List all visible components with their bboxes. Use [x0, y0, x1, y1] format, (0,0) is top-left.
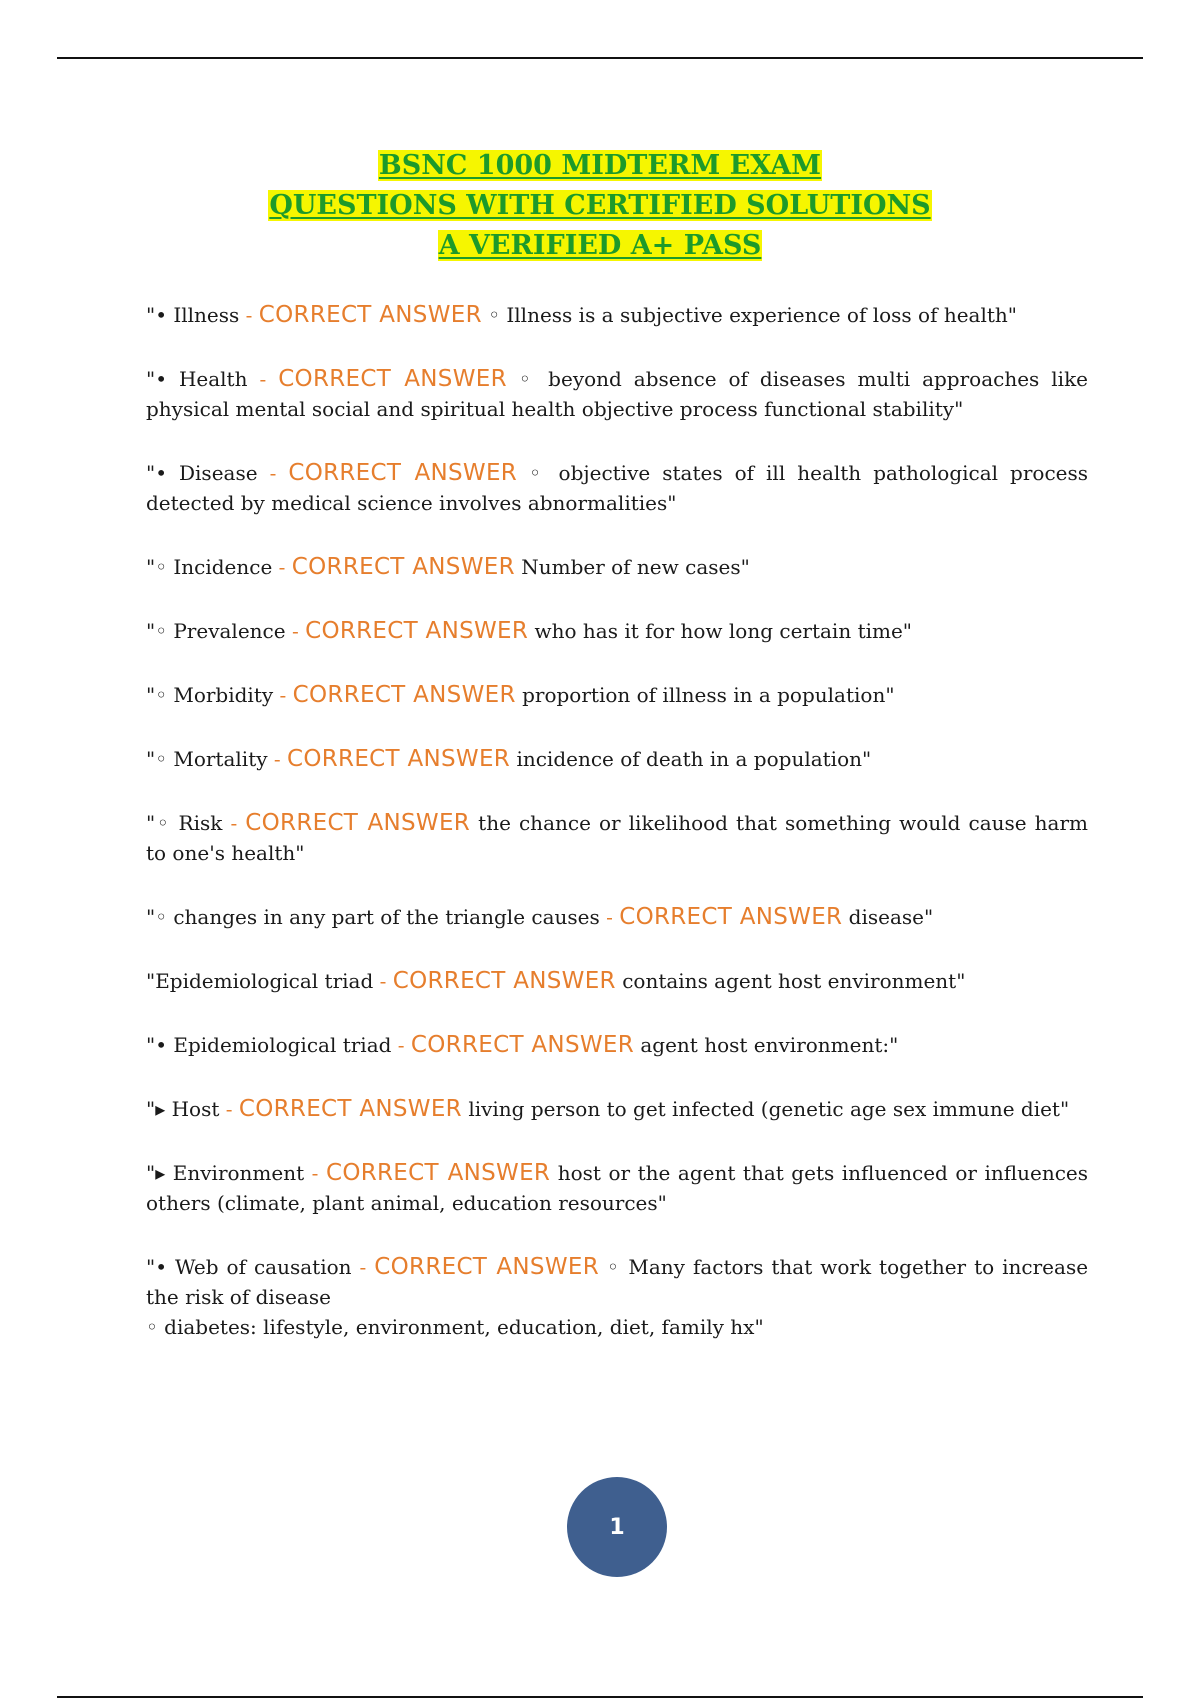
- title-line-2: QUESTIONS WITH CERTIFIED SOLUTIONS: [269, 190, 931, 221]
- qa-item-triangle-changes: [146, 902, 1088, 932]
- correct-answer-label: CORRECT ANSWER: [305, 618, 529, 644]
- answer-text: ◦ beyond absence of diseases multi approaches like physical mental social and spiritual health objective process functional stability": [146, 367, 1089, 421]
- answer-text-continued: ◦ diabetes: lifestyle, environment, education, diet, family hx": [146, 1315, 764, 1339]
- separator: -: [230, 811, 238, 835]
- separator: -: [259, 367, 267, 391]
- qa-item-incidence: [146, 552, 1088, 582]
- correct-answer-label: CORRECT ANSWER: [374, 1254, 599, 1280]
- answer-text: incidence of death in a population": [516, 747, 872, 771]
- answer-text: proportion of illness in a population": [522, 683, 895, 707]
- answer-text: who has it for how long certain time": [534, 619, 912, 643]
- separator: -: [245, 303, 253, 327]
- separator: -: [606, 905, 613, 929]
- qa-item-host: [146, 1094, 1088, 1124]
- correct-answer-label: CORRECT ANSWER: [619, 904, 843, 930]
- qa-item-mortality: [146, 744, 1088, 774]
- correct-answer-label: CORRECT ANSWER: [288, 460, 518, 486]
- question-term: "• Illness: [146, 303, 240, 327]
- page-number-badge: 1: [567, 1477, 667, 1577]
- footer-rule: [57, 1696, 1143, 1698]
- question-term: "• Health: [146, 367, 248, 391]
- qa-item-morbidity: [146, 680, 1088, 710]
- title-line-3: A VERIFIED A+ PASS: [438, 230, 762, 261]
- question-term: "▸ Environment: [146, 1161, 305, 1185]
- separator: -: [225, 1097, 233, 1121]
- question-term: "▸ Host: [146, 1097, 220, 1121]
- answer-text: ◦ objective states of ill health pathological process detected by medical science involves abnormalities": [146, 461, 1089, 515]
- question-term: "◦ Risk: [146, 811, 223, 835]
- question-term: "◦ Morbidity: [146, 683, 274, 707]
- correct-answer-label: CORRECT ANSWER: [258, 302, 482, 328]
- correct-answer-label: CORRECT ANSWER: [245, 810, 471, 836]
- document-title: [0, 146, 1200, 266]
- question-term: "◦ Prevalence: [146, 619, 286, 643]
- question-term: "• Epidemiological triad: [146, 1033, 392, 1057]
- question-term: "◦ changes in any part of the triangle causes: [146, 905, 600, 929]
- answer-text: ◦ Illness is a subjective experience of loss of health": [488, 303, 1017, 327]
- header-rule: [57, 57, 1143, 59]
- qa-item-environment: [146, 1158, 1088, 1218]
- answer-text: disease": [848, 905, 934, 929]
- qa-item-health: [146, 364, 1088, 424]
- separator: -: [269, 461, 277, 485]
- answer-text: the chance or likelihood that something would cause harm to one's health": [146, 811, 1089, 865]
- question-term: "• Disease: [146, 461, 258, 485]
- separator: -: [359, 1255, 367, 1279]
- answer-text: contains agent host environment": [622, 969, 966, 993]
- correct-answer-label: CORRECT ANSWER: [410, 1032, 634, 1058]
- correct-answer-label: CORRECT ANSWER: [392, 968, 616, 994]
- qa-item-disease: [146, 458, 1088, 518]
- correct-answer-label: CORRECT ANSWER: [278, 366, 507, 392]
- qa-item-illness: [146, 300, 1088, 330]
- separator: -: [379, 969, 387, 993]
- qa-item-epidemiological-triad-bullet: [146, 1030, 1088, 1060]
- question-term: "• Web of causation: [146, 1255, 352, 1279]
- correct-answer-label: CORRECT ANSWER: [291, 554, 515, 580]
- answer-text: agent host environment:": [640, 1033, 899, 1057]
- question-term: "Epidemiological triad: [146, 969, 374, 993]
- answer-text: living person to get infected (genetic age sex immune diet": [468, 1097, 1070, 1121]
- title-line-1: BSNC 1000 MIDTERM EXAM: [378, 150, 822, 181]
- answer-text: ◦ Many factors that work together to increase the risk of disease: [146, 1255, 1089, 1309]
- answer-text: host or the agent that gets influenced or influences others (climate, plant animal, education resources": [146, 1161, 1088, 1215]
- qa-item-web-of-causation: [146, 1252, 1088, 1342]
- qa-item-prevalence: [146, 616, 1088, 646]
- question-term: "◦ Mortality: [146, 747, 268, 771]
- separator: -: [291, 619, 299, 643]
- correct-answer-label: CORRECT ANSWER: [325, 1160, 551, 1186]
- separator: -: [279, 683, 287, 707]
- qa-item-risk: [146, 808, 1088, 868]
- correct-answer-label: CORRECT ANSWER: [238, 1096, 462, 1122]
- separator: -: [278, 555, 286, 579]
- correct-answer-label: CORRECT ANSWER: [292, 682, 516, 708]
- question-term: "◦ Incidence: [146, 555, 273, 579]
- answer-text: Number of new cases": [521, 555, 750, 579]
- separator: -: [397, 1033, 405, 1057]
- correct-answer-label: CORRECT ANSWER: [287, 746, 511, 772]
- separator: -: [273, 747, 281, 771]
- qa-item-epidemiological-triad: [146, 966, 1088, 996]
- separator: -: [311, 1161, 319, 1185]
- qa-list: [146, 300, 1088, 1376]
